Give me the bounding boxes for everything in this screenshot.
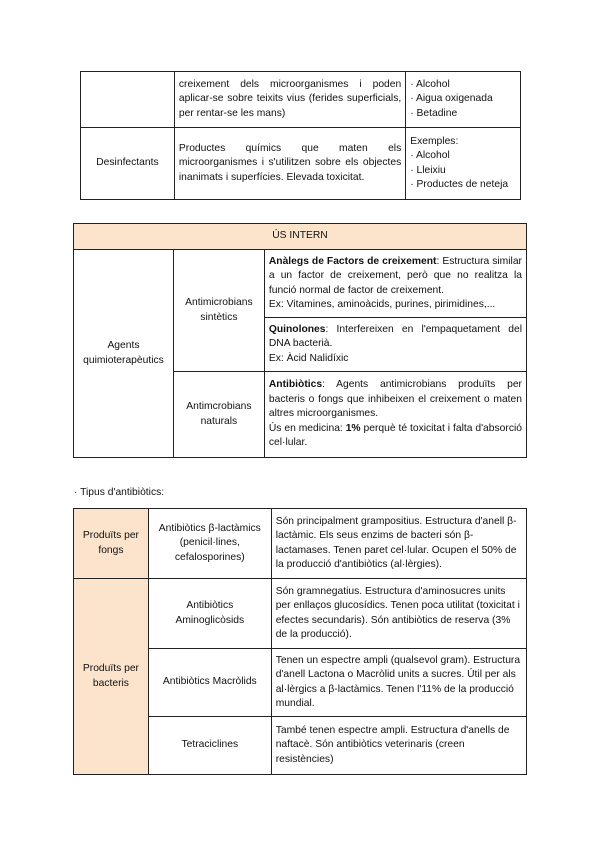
quinolones-example: Ex: Àcid Nalidíxic (268, 352, 349, 364)
growth-factor-analogs-example: Ex: Vitamines, aminoàcids, purines, pirimidines,... (268, 298, 496, 310)
natural-antimicrobials-label: Antimcrobians naturals (173, 372, 264, 458)
medicine-use-prefix: Ús en medicina: (268, 422, 346, 434)
antibiotic-description: També tenen espectre ampli. Estructura d'anells de naftacè. Són antibiòtics veterinaris (creen resistències) (271, 717, 526, 775)
row-label-empty (81, 72, 175, 128)
examples-header: Exemples: (410, 135, 459, 147)
antibiotics-text: : Agents antimicrobians produïts per bacteris o fongs que inhibeixen el creixement o maten altres microorganismes. (268, 379, 522, 420)
synthetic-antimicrobials-label: Antimicrobians sintètics (173, 250, 264, 372)
internal-use-header: ÚS INTERN (74, 224, 527, 250)
fungi-produced-label: Produïts per fongs (74, 509, 149, 579)
disinfectants-examples (406, 128, 521, 200)
antibiotics-medicine-use (269, 422, 522, 451)
antiseptics-description: creixement dels microorganismes i poden aplicar-se sobre teixits vius (ferides superficials, per rentar-se les mans) (174, 72, 405, 128)
list-item: · Aigua oxigenada (410, 93, 493, 105)
growth-factor-analogs-cell (264, 250, 526, 318)
medicine-use-suffix: perquè té toxicitat i falta d'absorció cel·lular. (268, 422, 522, 449)
list-item: · Lleixiu (410, 164, 446, 176)
table-row (74, 509, 527, 579)
growth-factor-analogs-title: Anàlegs de Factors de creixement (268, 255, 437, 267)
antiseptics-table (80, 71, 521, 200)
antibiotic-types-note: · Tipus d'antibiòtics: (74, 487, 165, 498)
table-row (74, 250, 527, 318)
bacteria-produced-label: Produïts per bacteris (74, 579, 149, 775)
table-row (74, 579, 527, 649)
antiseptics-examples (406, 72, 521, 128)
list-item: · Productes de neteja (410, 178, 509, 190)
antibiotic-name: Tetraciclines (148, 717, 271, 775)
table-row (81, 128, 521, 200)
antibiotic-description: Són principalment grampositius. Estructura d'anell β-lactàmic. Els seus enzims de bacteri són β-lactamases. Tenen paret cel·lular. Ocupen el 50% de la producció d'antibiòtics (al·lèrgies). (271, 509, 526, 579)
internal-use-table (73, 223, 527, 458)
quinolones-cell (264, 318, 526, 372)
antibiotic-types-table (73, 508, 527, 775)
list-item: · Betadine (410, 107, 458, 119)
disinfectants-label: Desinfectants (81, 128, 175, 200)
antibiotics-cell (264, 372, 526, 458)
antibiotic-name: Antibiòtics Macròlids (148, 649, 271, 717)
disinfectants-description: Productes químics que maten els microorganismes i s'utilitzen sobre els objectes inanimats i superfícies. Elevada toxicitat. (174, 128, 405, 200)
table-row (81, 72, 521, 128)
medicine-use-percent: 1% (345, 422, 361, 434)
antibiotic-name: Antibiòtics Aminoglicòsids (148, 579, 271, 649)
list-item: · Alcohol (410, 150, 450, 162)
antibiotic-description: Tenen un espectre ampli (qualsevol gram). Estructura d'anell Lactona o Macròlid units a sucres. Útil per als al·lèrgics a β-lactàmics. Tenen l'11% de la producció mundial. (271, 649, 526, 717)
antibiotic-description: Són gramnegatius. Estructura d'aminosucres units per enllaços glucosídics. Tenen poca utilitat (toxicitat i efectes secundaris). Són antibiòtics de reserva (3% de la producció). (271, 579, 526, 649)
antibiotic-name: Antibiòtics β-lactàmics (penicil·lines, cefalosporines) (148, 509, 271, 579)
antibiotics-title: Antibiòtics (268, 379, 323, 391)
chemotherapeutic-agents-label: Agents quimioterapèutics (74, 250, 174, 458)
quinolones-title: Quinolones (268, 323, 326, 335)
quinolones-text: : Interfereixen en l'empaquetament del DNA bacterià. (268, 323, 522, 350)
growth-factor-analogs-text: : Estructura similar a un factor de creixement, però que no realitza la funció normal de factor de creixement. (268, 255, 522, 296)
list-item: · Alcohol (410, 78, 450, 90)
